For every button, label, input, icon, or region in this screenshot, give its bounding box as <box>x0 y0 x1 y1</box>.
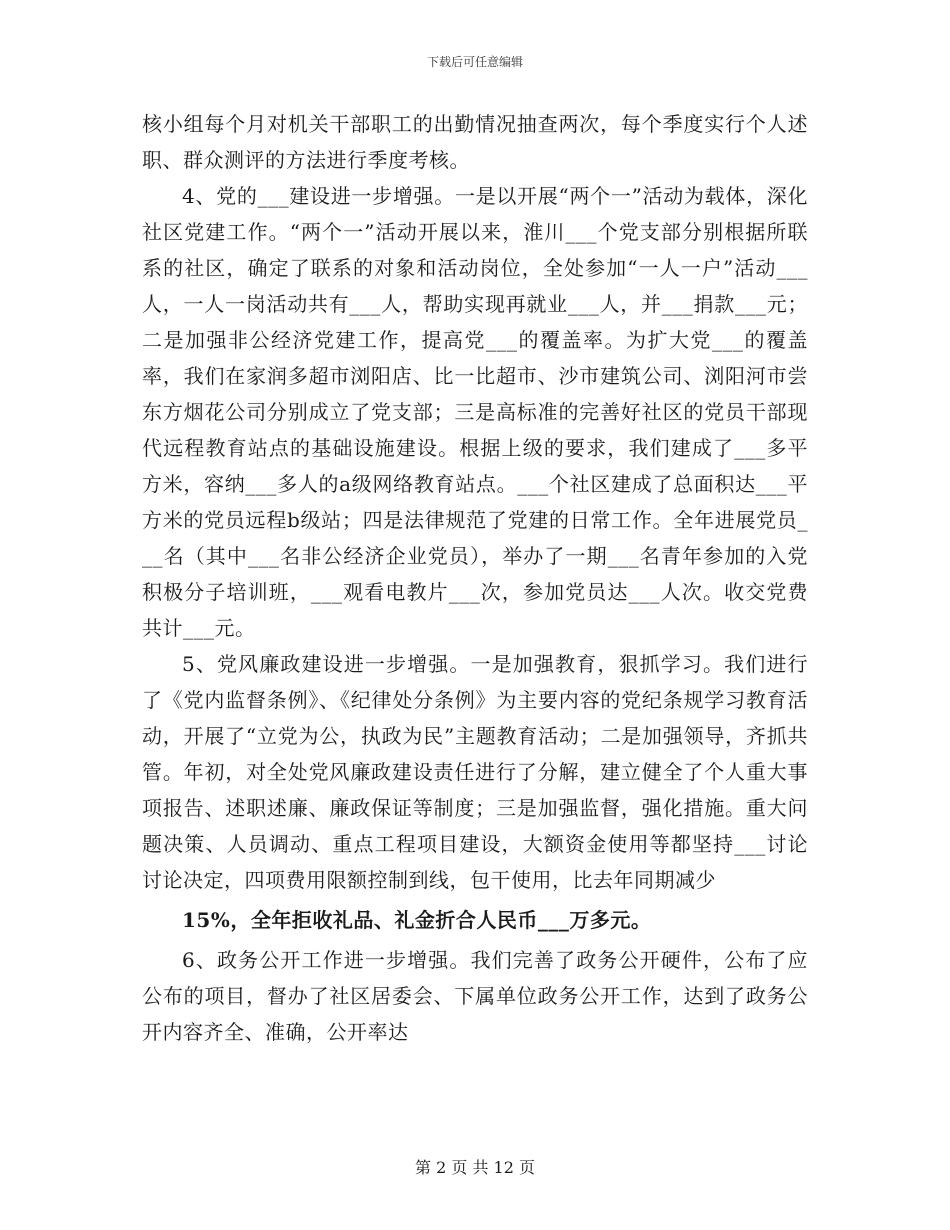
page-header: 下载后可任意编辑 <box>426 55 523 69</box>
paragraph-item-5: 5、党风廉政建设进一步增强。一是加强教育，狠抓学习。我们进行了《党内监督条例》、《纪律处分条例》为主要内容的党纪条规学习教育活动，开展了“立党为公，执政为民”主题教育活动；二是加强领导，齐抓共管。年初，对全处党风廉政建设责任进行了分解，建立健全了个人重大事项报告、述职述廉、廉政保证等制度；三是加强监督，强化措施。重大问题决策、人员调动、重点工程项目建设，大额资金使用等都坚持___讨论讨论决定，四项费用限额控制到线，包干使用，比去年同期减少 <box>142 652 808 892</box>
paragraph-item-4: 4、党的___建设进一步增强。一是以开展“两个一”活动为载体，深化社区党建工作。“两个一”活动开展以来，淮川___个党支部分别根据所联系的社区，确定了联系的对象和活动岗位，全处参加“一人一户”活动___人，一人一岗活动共有___人，帮助实现再就业___人，并___捐款___元；二是加强非公经济党建工作，提高党___的覆盖率。为扩大党___的覆盖率，我们在家润多超市浏阳店、比一比超市、沙市建筑公司、浏阳河市尝东方烟花公司分别成立了党支部；三是高标准的完善好社区的党员干部现代远程教育站点的基础设施建设。根据上级的要求，我们建成了___多平方米，容纳___多人的a级网络教育站点。___个社区建成了总面积达___平方米的党员远程b级站；四是法律规范了党建的日常工作。全年进展党员___名（其中___名非公经济企业党员），举办了一期___名青年参加的入党积极分子培训班，___观看电教片___次，参加党员达___人次。收交党费共计___元。 <box>142 184 808 640</box>
paragraph-continuation: 核小组每个月对机关干部职工的出勤情况抽查两次，每个季度实行个人述职、群众测评的方法进行季度考核。 <box>142 112 808 172</box>
page-number: 第 2 页 共 12 页 <box>415 1158 535 1177</box>
paragraph-bold-summary: 15%，全年拒收礼品、礼金折合人民币___万多元。 <box>182 908 652 932</box>
document-body <box>142 106 808 1050</box>
paragraph-item-6: 6、政务公开工作进一步增强。我们完善了政务公开硬件，公布了应公布的项目，督办了社区居委会、下属单位政务公开工作，达到了政务公开内容齐全、准确，公开率达 <box>142 948 808 1044</box>
